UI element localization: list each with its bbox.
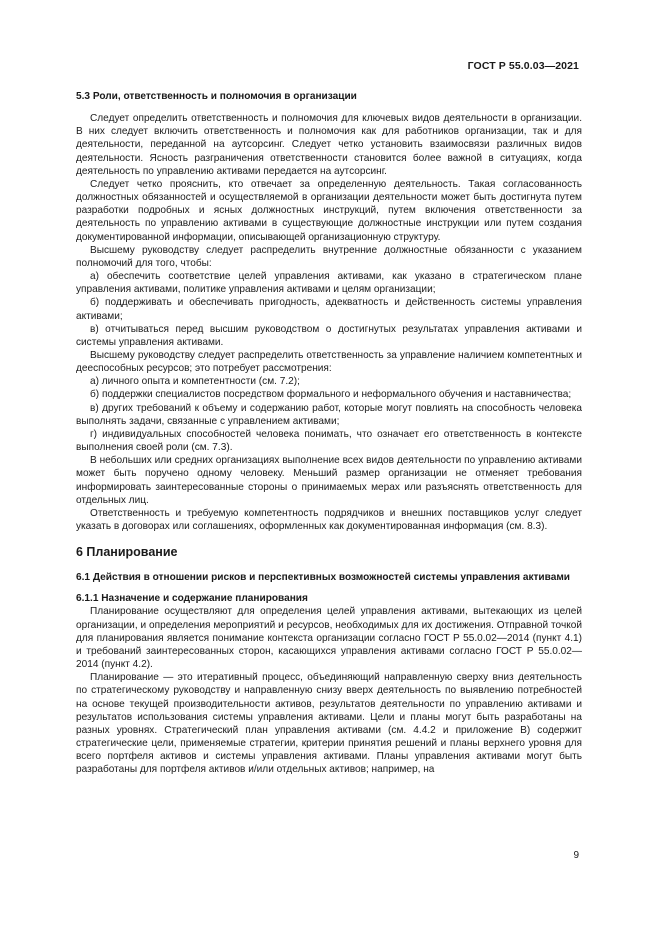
section-6-1-title: 6.1 Действия в отношении рисков и перспективных возможностей системы управления активами [76,572,570,584]
list-item: а) личного опыта и компетентности (см. 7.2); [90,376,300,388]
paragraph: Высшему руководству следует распределить ответственность за управление наличием компетентных и дееспособных ресурсов; это потребует рассмотрения: [76,349,582,375]
paragraph: Следует определить ответственность и полномочия для ключевых видов деятельности в организации. В них следует включить ответственность и полномочия как для работников организации, так и для деятельности, переданной на аутсорсинг. Следует четко установить взаимосвязи различных видов деятельности. Ясность разграничения ответственности становится более важной в ситуациях, когда деятельность по управлению активами передается на аутсорсинг. [76,113,582,177]
paragraph: В небольших или средних организациях выполнение всех видов деятельности по управлению активами может быть поручено одному человеку. Меньший размер организации не отменяет требования информировать заинтересованные стороны о принимаемых мерах или разъяснять ответственность для отдельных лиц. [76,455,582,506]
list-item: б) поддержки специалистов посредством формального и неформального обучения и наставничества; [90,389,572,401]
paragraph: Следует четко прояснить, кто отвечает за определенную деятельность. Такая согласованность должностных обязанностей и осуществляемой в организации деятельности может быть достигнута путем разработки подробных и ясных должностных инструкций, путем включения ответственности за деятельность по управлению активами в существующие должностные инструкции или путем создания документированной информации, описывающей организационную структуру. [76,178,582,243]
page-number: 9 [573,850,579,861]
section-6-title: 6 Планирование [76,545,178,560]
section-6-1-1-title: 6.1.1 Назначение и содержание планирования [76,593,308,605]
list-item: в) отчитываться перед высшим руководством о достигнутых результатах управления активами и системы управления активами. [76,323,582,348]
paragraph: Планирование — это итеративный процесс, объединяющий направленную сверху вниз деятельность по стратегическому руководству и направленную снизу вверх деятельность по выявлению потребностей на основе текущей производительности активов, результатов деятельности по управлению активами и результатов использования системы управления активами. Цели и планы могут быть разработаны на разных уровнях. Стратегический план управления активами (см. 4.4.2 и приложение В) содержит стратегические цели, применяемые стратегии, критерии принятия решений и планы верхнего уровня для всего портфеля активов и системы управления активами. Планы управления активами могут быть разработаны для портфеля активов и/или отдельных активов; например, на [76,672,582,776]
page-content [76,90,582,777]
list-item: б) поддерживать и обеспечивать пригодность, адекватность и действенность системы управления активами; [76,297,582,322]
list-item: г) индивидуальных способностей человека понимать, что означает его ответственность в контексте выполнения своей роли (см. 7.3). [76,428,582,454]
paragraph: Высшему руководству следует распределить внутренние должностные обязанности с указанием полномочий для того, чтобы: [76,244,582,269]
list-item: а) обеспечить соответствие целей управления активами, как указано в стратегическом плане управления активами, политике управления активами и целям организации; [76,271,582,296]
paragraph: Планирование осуществляют для определения целей управления активами, вытекающих из целей организации, и определения мероприятий и ресурсов, необходимых для их достижения. Отправной точкой для планирования является понимание контекста организации согласно ГОСТ Р 55.0.02—2014 (пункт 4.1) и требований заинтересованных сторон, касающихся управления активами согласно ГОСТ Р 55.0.02—2014 (пункт 4.2). [76,606,582,671]
list-item: в) других требований к объему и содержанию работ, которые могут повлиять на способность человека выполнять задачи, связанные с управлением активами; [76,402,582,427]
paragraph: Ответственность и требуемую компетентность подрядчиков и внешних поставщиков услуг следует указать в договорах или соглашениях, оформленных как документированная информация (см. 8.3). [76,507,582,532]
standard-header: ГОСТ Р 55.0.03—2021 [467,60,579,72]
section-5-3-title: 5.3 Роли, ответственность и полномочия в организации [76,91,357,102]
